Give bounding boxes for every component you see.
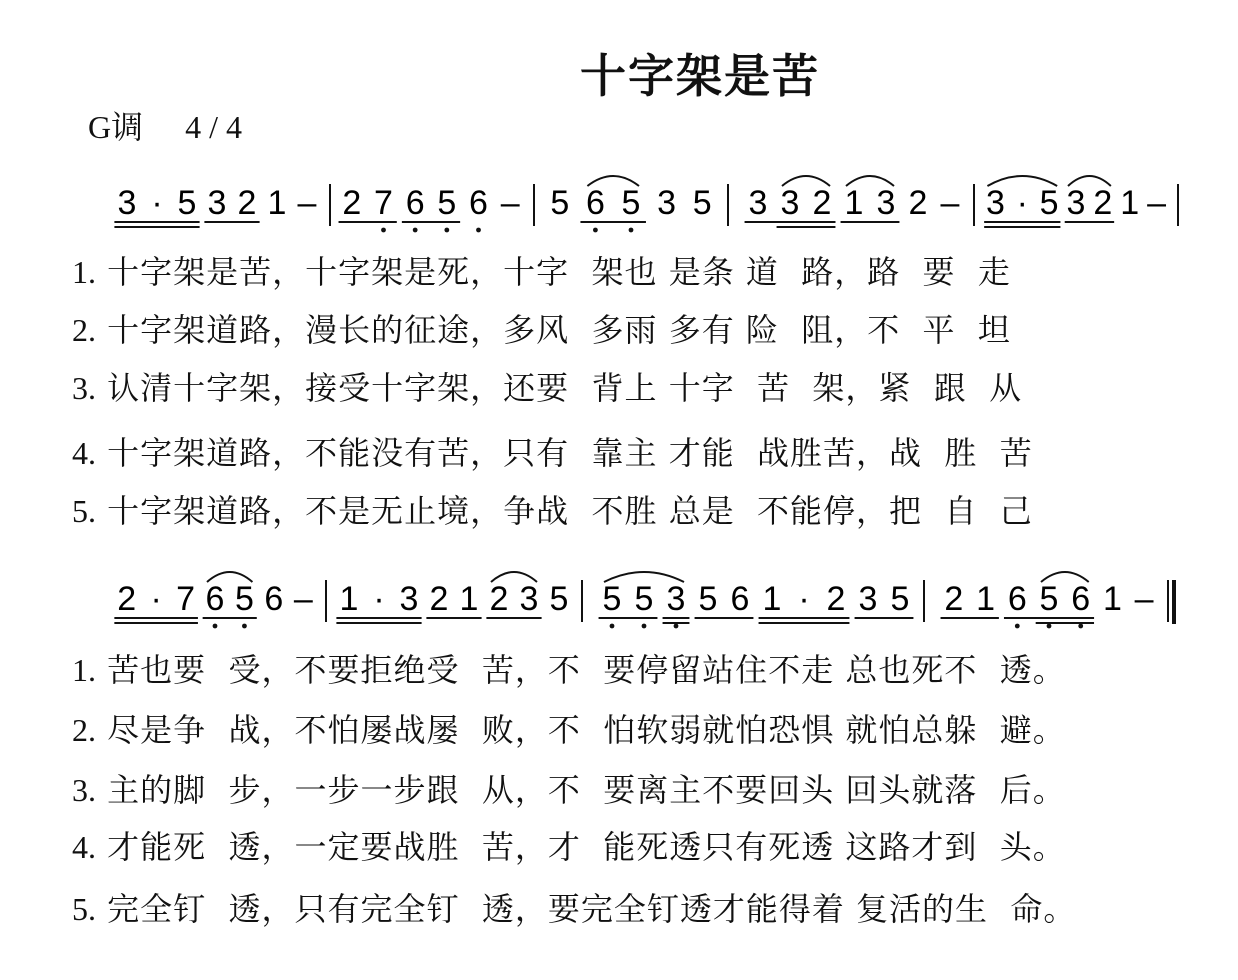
note: 3	[858, 580, 878, 618]
sustain-dash: –	[500, 184, 520, 222]
low-octave-dot	[413, 228, 418, 233]
note: 3	[399, 580, 419, 618]
note: 2	[826, 580, 846, 618]
note: 1	[1102, 580, 1122, 618]
note: 1	[459, 580, 479, 618]
note: 5	[698, 580, 718, 618]
verse-4-line-2	[72, 822, 1066, 868]
key-signature	[88, 102, 276, 148]
low-octave-dot	[1078, 624, 1083, 629]
notation-svg-2	[0, 568, 1238, 638]
note: 1	[976, 580, 996, 618]
verse-text: 十字架道路，不是无止境，争战 不胜 总是 不能停，把 自 己	[107, 492, 1033, 530]
verse-text: 十字架是苦，十字架是死，十字 架也 是条 道 路，路 要 走	[107, 253, 1011, 291]
verse-5-line-2	[72, 884, 1076, 930]
note: 1	[339, 580, 359, 618]
note: 5	[621, 184, 641, 222]
verse-2-line-2	[72, 705, 1066, 751]
sustain-dash: –	[297, 184, 317, 222]
sustain-dash: –	[293, 580, 313, 618]
low-octave-dot	[629, 228, 634, 233]
low-octave-dot	[242, 624, 247, 629]
note: 5	[692, 184, 712, 222]
note: 6	[1071, 580, 1091, 618]
note: 2	[908, 184, 928, 222]
low-octave-dot	[610, 624, 615, 629]
dot-augmentation: ·	[151, 184, 163, 222]
verse-number: 1.	[72, 254, 96, 290]
note: 2	[237, 184, 257, 222]
verse-number: 5.	[72, 891, 96, 927]
note: 5	[234, 580, 254, 618]
time-signature: 4 / 4	[185, 109, 243, 145]
low-octave-dot	[642, 624, 647, 629]
note: 2	[1093, 184, 1113, 222]
note: 3	[666, 580, 686, 618]
low-octave-dot	[476, 228, 481, 233]
note: 1	[267, 184, 287, 222]
verse-3-line-2	[72, 765, 1066, 811]
note: 5	[890, 580, 910, 618]
note: 2	[489, 580, 509, 618]
note: 1	[1120, 184, 1140, 222]
verse-text: 苦也要 受，不要拒绝受 苦，不 要停留站住不走 总也死不 透。	[107, 651, 1066, 689]
note: 3	[876, 184, 896, 222]
note: 3	[748, 184, 768, 222]
notation-svg-1	[0, 172, 1238, 242]
dot-augmentation: ·	[150, 580, 162, 618]
verse-5-line-1	[72, 486, 1033, 532]
verse-3-line-1	[72, 363, 1022, 409]
verse-1-line-1	[72, 247, 1011, 293]
note: 2	[429, 580, 449, 618]
verse-number: 2.	[72, 712, 96, 748]
note: 5	[634, 580, 654, 618]
verse-number: 4.	[72, 829, 96, 865]
low-octave-dot	[1047, 624, 1052, 629]
verse-number: 2.	[72, 312, 96, 348]
verse-text: 十字架道路，不能没有苦，只有 靠主 才能 战胜苦，战 胜 苦	[107, 434, 1033, 472]
note: 5	[602, 580, 622, 618]
sustain-dash: –	[940, 184, 960, 222]
verse-number: 3.	[72, 772, 96, 808]
note: 5	[1039, 184, 1059, 222]
note: 3	[657, 184, 677, 222]
note: 3	[117, 184, 137, 222]
note: 7	[374, 184, 393, 222]
verse-text: 十字架道路，漫长的征途，多风 多雨 多有 险 阻，不 平 坦	[107, 311, 1011, 349]
note: 3	[1066, 184, 1086, 222]
song-title: 十字架是苦	[580, 49, 820, 103]
verse-text: 主的脚 步，一步一步跟 从，不 要离主不要回头 回头就落 后。	[107, 771, 1066, 809]
note: 5	[549, 580, 569, 618]
sustain-dash: –	[1147, 184, 1167, 222]
verse-number: 5.	[72, 493, 96, 529]
sustain-dash: –	[1134, 580, 1154, 618]
low-octave-dot	[593, 228, 598, 233]
dot-augmentation: ·	[1016, 184, 1028, 222]
note: 5	[1039, 580, 1059, 618]
dot-augmentation: ·	[798, 580, 810, 618]
verse-text: 认清十字架，接受十字架，还要 背上 十字 苦 架，紧 跟 从	[107, 369, 1023, 407]
note: 1	[762, 580, 782, 618]
verse-1-line-2	[72, 645, 1066, 691]
note: 3	[207, 184, 227, 222]
note: 3	[780, 184, 800, 222]
low-octave-dot	[674, 624, 679, 629]
dot-augmentation: ·	[373, 580, 385, 618]
low-octave-dot	[1015, 624, 1020, 629]
note: 6	[730, 580, 750, 618]
verse-text: 尽是争 战，不怕屡战屡 败，不 怕软弱就怕恐惧 就怕总躲 避。	[107, 711, 1066, 749]
verse-text: 完全钉 透，只有完全钉 透，要完全钉透才能得着 复活的生 命。	[107, 890, 1077, 928]
note: 2	[117, 580, 137, 618]
verse-number: 4.	[72, 435, 96, 471]
note: 6	[469, 184, 488, 222]
note: 6	[264, 580, 284, 618]
note: 3	[985, 184, 1005, 222]
note: 3	[519, 580, 539, 618]
note: 5	[550, 184, 570, 222]
notation-line-2	[0, 568, 1238, 638]
verse-text: 才能死 透，一定要战胜 苦，才 能死透只有死透 这路才到 头。	[107, 828, 1066, 866]
tonality: G调	[88, 109, 144, 145]
note: 2	[812, 184, 832, 222]
note: 6	[1007, 580, 1027, 618]
note: 5	[177, 184, 197, 222]
low-octave-dot	[444, 228, 449, 233]
note: 5	[437, 184, 457, 222]
verse-number: 1.	[72, 652, 96, 688]
verse-number: 3.	[72, 370, 96, 406]
note: 7	[176, 580, 196, 618]
note: 1	[844, 184, 864, 222]
low-octave-dot	[213, 624, 218, 629]
notation-line-1	[0, 172, 1238, 242]
note: 6	[405, 184, 425, 222]
verse-2-line-1	[72, 305, 1011, 351]
note: 6	[205, 580, 225, 618]
verse-4-line-1	[72, 428, 1033, 474]
low-octave-dot	[381, 228, 386, 233]
note: 6	[585, 184, 605, 222]
note: 2	[944, 580, 964, 618]
note: 2	[342, 184, 362, 222]
